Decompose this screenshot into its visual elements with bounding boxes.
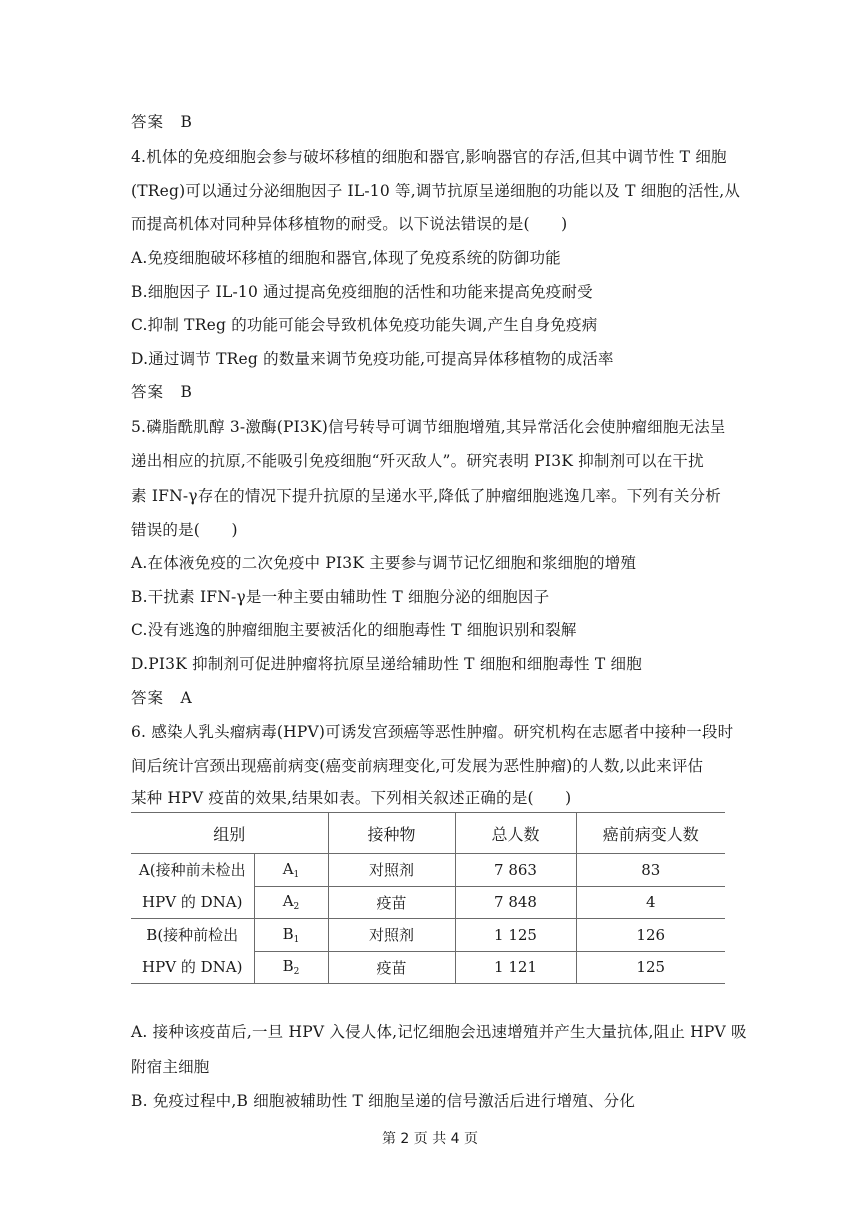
q5-stem-line-4: 错误的是( ): [131, 521, 238, 539]
header-lesions: 癌前病变人数: [576, 813, 725, 854]
q5-option-d: D.PI3K 抑制剂可促进肿瘤将抗原呈递给辅助性 T 细胞和细胞毒性 T 细胞: [131, 655, 642, 673]
table-header-row: [131, 813, 725, 854]
lesions-cell: 4: [576, 886, 725, 919]
q6-stem-line-2: 间后统计宫颈出现癌前病变(癌变前病理变化,可发展为恶性肿瘤)的人数,以此来评估: [131, 757, 704, 775]
q4-stem-line-2: (TReg)可以通过分泌细胞因子 IL-10 等,调节抗原呈递细胞的功能以及 T 细胞的活性,从: [131, 182, 741, 200]
inoculum-cell: 疫苗: [328, 886, 455, 919]
lesions-cell: 83: [576, 854, 725, 887]
total-cell: 1 125: [455, 919, 576, 952]
header-inoculum: 接种物: [328, 813, 455, 854]
header-group: 组别: [131, 813, 328, 854]
header-total: 总人数: [455, 813, 576, 854]
answer-q5: 答案 A: [131, 689, 193, 707]
q4-option-b: B.细胞因子 IL-10 通过提高免疫细胞的活性和功能来提高免疫耐受: [131, 283, 593, 301]
q5-stem-line-3: 素 IFN-γ存在的情况下提升抗原的呈递水平,降低了肿瘤细胞逃逸几率。下列有关分析: [131, 487, 721, 505]
vaccine-results-table: [131, 812, 725, 984]
q5-stem-line-2: 递出相应的抗原,不能吸引免疫细胞“歼灭敌人”。研究表明 PI3K 抑制剂可以在干扰: [131, 452, 704, 470]
lesions-cell: 126: [576, 919, 725, 952]
table-row: [131, 854, 725, 887]
q6-option-a-line-1: A. 接种该疫苗后,一旦 HPV 入侵人体,记忆细胞会迅速增殖并产生大量抗体,阻止 HPV 吸: [131, 1023, 747, 1041]
q4-stem-line-3: 而提高机体对同种异体移植物的耐受。以下说法错误的是( ): [131, 215, 568, 233]
q6-option-b: B. 免疫过程中,B 细胞被辅助性 T 细胞呈递的信号激活后进行增殖、分化: [131, 1092, 636, 1110]
group-b-label: [131, 919, 254, 984]
q5-option-c: C.没有逃逸的肿瘤细胞主要被活化的细胞毒性 T 细胞识别和裂解: [131, 621, 577, 639]
lesions-cell: 125: [576, 951, 725, 984]
group-b-label-line-2: HPV 的 DNA): [142, 958, 243, 976]
total-cell: 7 848: [455, 886, 576, 919]
subgroup-cell: $A_1$: [254, 854, 328, 887]
inoculum-cell: 对照剂: [328, 854, 455, 887]
q6-stem-line-1: 6. 感染人乳头瘤病毒(HPV)可诱发宫颈癌等恶性肿瘤。研究机构在志愿者中接种一段时: [131, 723, 734, 741]
q6-option-a-line-2: 附宿主细胞: [131, 1058, 210, 1076]
page-footer: 第 2 页 共 4 页: [381, 1131, 479, 1147]
subgroup-cell: $B_2$: [254, 951, 328, 984]
q4-option-c: C.抑制 TReg 的功能可能会导致机体免疫功能失调,产生自身免疫病: [131, 316, 598, 334]
q5-stem-line-1: 5.磷脂酰肌醇 3-激酶(PI3K)信号转导可调节细胞增殖,其异常活化会使肿瘤细胞无法呈: [131, 418, 726, 436]
q5-option-b: B.干扰素 IFN-γ是一种主要由辅助性 T 细胞分泌的细胞因子: [131, 588, 550, 606]
total-cell: 7 863: [455, 854, 576, 887]
subgroup-cell: $A_2$: [254, 886, 328, 919]
table-row: [131, 919, 725, 952]
q5-option-a: A.在体液免疫的二次免疫中 PI3K 主要参与调节记忆细胞和浆细胞的增殖: [131, 554, 637, 572]
group-a-label: [131, 854, 254, 919]
q4-option-d: D.通过调节 TReg 的数量来调节免疫功能,可提高异体移植物的成活率: [131, 350, 614, 368]
q4-stem-line-1: 4.机体的免疫细胞会参与破坏移植的细胞和器官,影响器官的存活,但其中调节性 T 细胞: [131, 148, 727, 166]
inoculum-cell: 疫苗: [328, 951, 455, 984]
answer-q3: 答案 B: [131, 113, 193, 131]
group-a-label-line-2: HPV 的 DNA): [142, 893, 243, 911]
total-cell: 1 121: [455, 951, 576, 984]
inoculum-cell: 对照剂: [328, 919, 455, 952]
group-b-label-line-1: B(接种前检出: [146, 926, 239, 944]
q4-option-a: A.免疫细胞破坏移植的细胞和器官,体现了免疫系统的防御功能: [131, 249, 561, 267]
answer-q4: 答案 B: [131, 383, 193, 401]
subgroup-cell: $B_1$: [254, 919, 328, 952]
group-a-label-line-1: A(接种前未检出: [138, 861, 246, 879]
q6-stem-line-3: 某种 HPV 疫苗的效果,结果如表。下列相关叙述正确的是( ): [131, 789, 572, 807]
